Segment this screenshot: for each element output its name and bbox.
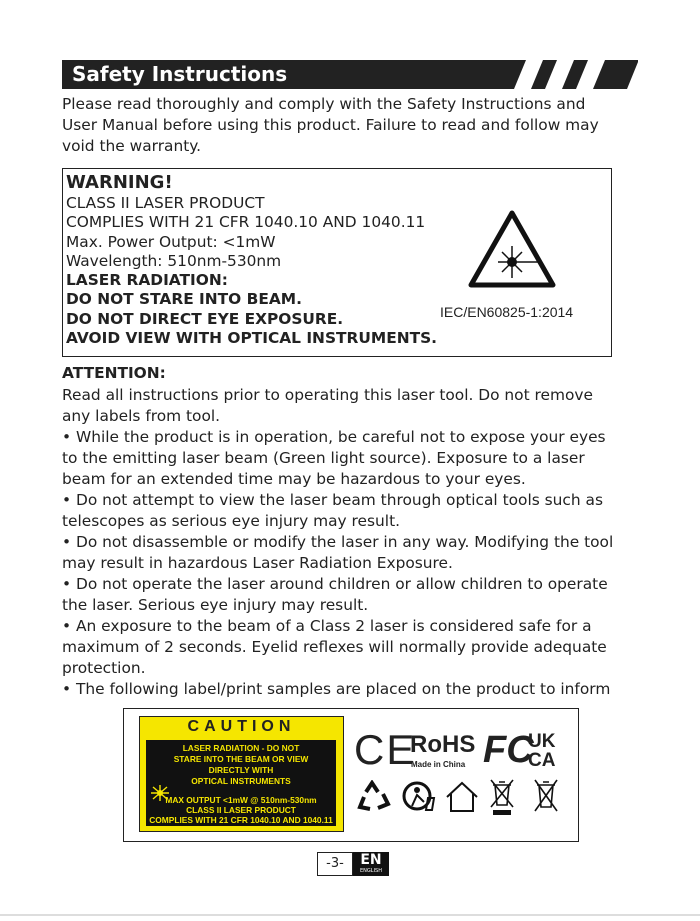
attention-paragraph: • Do not disassemble or modify the laser in any way. Modifying the tool may result in hazardous Laser Radiation Exposure. [62,533,614,572]
recycle-icon [356,780,392,814]
intro-text: Please read thoroughly and comply with the Safety Instructions and User Manual before using this product. Failure to read and follow may void the warranty. [62,95,599,155]
warning-line: CLASS II LASER PRODUCT [66,194,265,212]
warning-line: DO NOT DIRECT EYE EXPOSURE. [66,309,344,328]
page-number: -3- [317,852,353,876]
warning-line: DO NOT STARE INTO BEAM. [66,290,302,309]
indoor-use-house-icon [444,780,480,814]
warning-text [66,172,437,348]
rohs-subtitle: Made in China [411,760,466,769]
warning-line: Max. Power Output: <1mW [66,232,276,251]
iec-standard: IEC/EN60825-1:2014 [440,304,574,320]
attention-title: ATTENTION: [62,364,166,382]
weee-bin-icon-2 [532,777,560,817]
laser-warning-icon [468,210,556,288]
ce-mark-icon: CE [354,726,417,773]
caution-line: STARE INTO THE BEAM OR VIEW [173,754,309,764]
language-code: EN [360,852,382,868]
disposal-person-icon [400,780,440,814]
warning-line: Wavelength: 510nm-530nm [66,251,282,270]
warning-line: AVOID VIEW WITH OPTICAL INSTRUMENTS. [66,329,438,348]
footer-line [0,914,700,916]
warning-line: LASER RADIATION: [66,271,228,290]
caution-line: DIRECTLY WITH [208,765,274,775]
warning-title: WARNING! [66,172,173,193]
weee-bin-icon [488,777,516,817]
caution-title: CAUTION [187,718,296,735]
caution-bottom-line: COMPLIES WITH 21 CFR 1040.10 AND 1040.11 [149,815,333,825]
attention-paragraph: • An exposure to the beam of a Class 2 laser is considered safe for a maximum of 2 seconds. Eyelid reflexes will normally provide adequate protection. [62,617,607,677]
caution-line: OPTICAL INSTRUMENTS [191,776,291,786]
attention-paragraph: • Do not operate the laser around children or allow children to operate the laser. Serious eye injury may result. [62,575,608,614]
attention-paragraph: • Do not attempt to view the laser beam through optical tools such as telescopes as serious eye injury may result. [62,491,603,530]
page-title: Safety Instructions [72,62,288,86]
rohs-mark-icon: RoHS [410,731,476,758]
attention-text [62,385,622,700]
attention-paragraph: • The following label/print samples are placed on the product to inform [62,680,611,698]
fc-mark-icon: FC [483,729,534,771]
language-badge [353,852,389,876]
attention-paragraph: • While the product is in operation, be careful not to expose your eyes to the emitting laser beam (Green light source). Exposure to a laser beam for an extended time may be hazardous to your eyes. [62,428,606,488]
warning-line: COMPLIES WITH 21 CFR 1040.10 AND 1040.11 [66,213,426,232]
attention-paragraph: Read all instructions prior to operating this laser tool. Do not remove any labels from tool. [62,386,593,425]
ukca-mark-ca: CA [528,750,556,771]
language-name: ENGLISH [360,868,382,874]
caution-bottom-line: MAX OUTPUT <1mW @ 510nm-530nm [165,795,317,805]
caution-bottom-line: CLASS II LASER PRODUCT [186,805,296,815]
ukca-mark-uk: UK [528,731,556,752]
caution-line: LASER RADIATION - DO NOT [182,743,300,753]
